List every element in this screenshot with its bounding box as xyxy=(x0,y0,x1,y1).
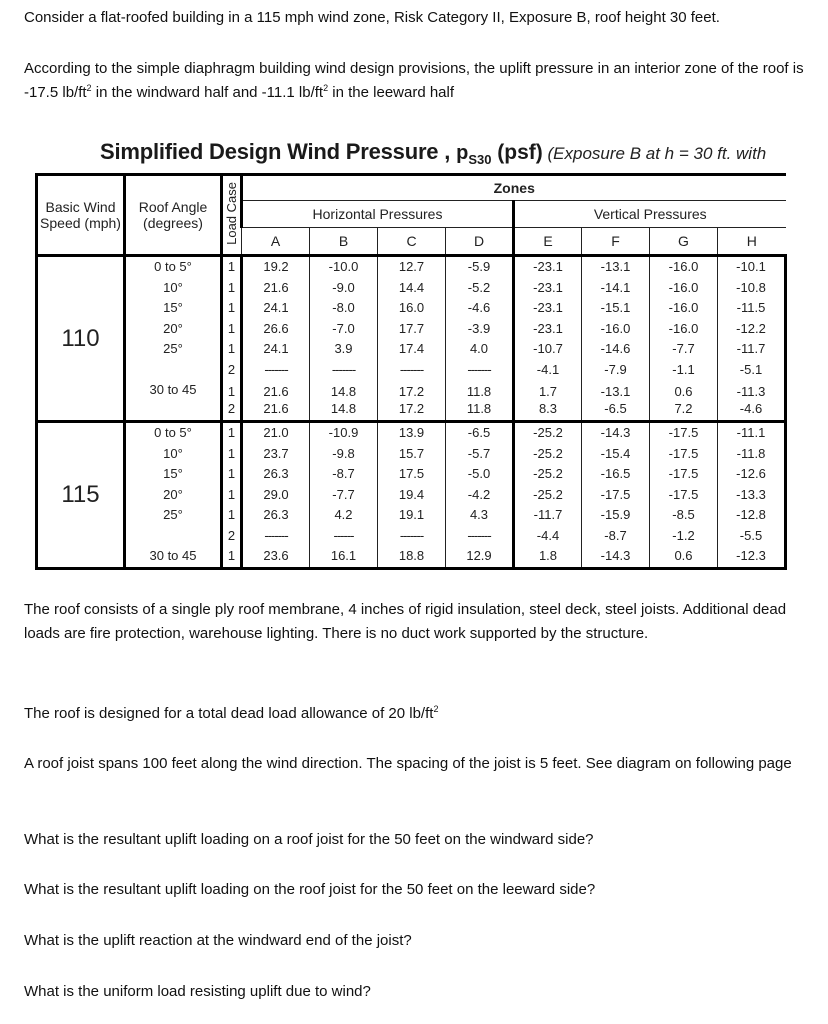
pressure-cell-b: ------ xyxy=(310,526,378,547)
angle-cell: 25° xyxy=(125,505,222,526)
pressure-cell-c: 17.7 xyxy=(378,319,446,340)
angle-cell: 15° xyxy=(125,298,222,319)
pressure-cell-a: 26.3 xyxy=(242,505,310,526)
pressure-value: -4.6 xyxy=(739,401,763,416)
pressure-cell-d: -4.6 xyxy=(446,298,514,319)
header-speed-label: Basic Wind Speed (mph) xyxy=(40,199,121,231)
pressure-cell-e: 1.8 xyxy=(514,546,582,568)
pressure-cell-d: ------- xyxy=(446,360,514,381)
pressure-cell-d: -5.2 xyxy=(446,278,514,299)
angle-cell: 20° xyxy=(125,485,222,506)
pressure-cell-f: -16.0 xyxy=(582,319,650,340)
pressure-cell-g: -17.5 xyxy=(650,444,718,465)
table-row xyxy=(37,422,786,444)
pressure-value: 17.2 xyxy=(398,384,425,399)
table-row xyxy=(37,444,786,465)
zone-header-e: E xyxy=(514,228,582,256)
zone-header-h: H xyxy=(718,228,786,256)
pressure-cell-h: -12.3 xyxy=(718,546,786,568)
pressure-cell-e: -11.7 xyxy=(514,505,582,526)
table-title-symbol xyxy=(456,142,492,167)
table-row xyxy=(37,546,786,568)
pressure-cell-b: ------- xyxy=(310,360,378,381)
pressure-value: 1.7 xyxy=(538,384,558,399)
pressure-cell-g: -16.0 xyxy=(650,298,718,319)
pressure-cell-c: 17.4 xyxy=(378,339,446,360)
header-load-case xyxy=(222,175,242,256)
header-speed xyxy=(37,175,125,256)
table-body xyxy=(37,175,786,569)
pressure-cell-c: 19.1 xyxy=(378,505,446,526)
pressure-cell-f: -14.6 xyxy=(582,339,650,360)
pressure-cell-c: 15.7 xyxy=(378,444,446,465)
pressure-cell-d xyxy=(446,380,514,422)
pressure-cell-a: 26.3 xyxy=(242,464,310,485)
uplift-text-c: in the leeward half xyxy=(328,84,455,101)
angle-cell xyxy=(125,526,222,547)
pressure-cell-b: -10.9 xyxy=(310,422,378,444)
pressure-cell-g: -16.0 xyxy=(650,278,718,299)
pressure-cell-a: 24.1 xyxy=(242,298,310,319)
load-case-cell: 1 xyxy=(222,546,242,568)
table-row xyxy=(37,278,786,299)
pressure-cell-g: -16.0 xyxy=(650,319,718,340)
pressure-cell-e: -23.1 xyxy=(514,278,582,299)
angle-cell: 20° xyxy=(125,319,222,340)
pressure-cell-g: -7.7 xyxy=(650,339,718,360)
pressure-cell-f: -14.3 xyxy=(582,422,650,444)
pressure-value: 21.6 xyxy=(263,384,289,399)
pressure-cell-d: -5.7 xyxy=(446,444,514,465)
pressure-value: 7.2 xyxy=(674,401,693,416)
pressure-value: -11.3 xyxy=(736,384,766,399)
pressure-cell-f: -13.1 xyxy=(582,256,650,278)
zone-header-g: G xyxy=(650,228,718,256)
header-angle xyxy=(125,175,222,256)
header-load-case-label: Load Case xyxy=(224,182,239,245)
load-case-value: 1 xyxy=(227,384,236,399)
pressure-cell-c: 18.8 xyxy=(378,546,446,568)
pressure-cell-b: -7.0 xyxy=(310,319,378,340)
header-angle-label: Roof Angle (degrees) xyxy=(138,199,208,231)
header-zones xyxy=(242,175,786,201)
table-row xyxy=(37,526,786,547)
angle-cell: 30 to 45 xyxy=(125,380,222,422)
table-row xyxy=(37,505,786,526)
table-title-main: Simplified Design Wind Pressure , xyxy=(100,139,457,164)
header-zones-label: Zones xyxy=(493,180,535,196)
pressure-value: 11.8 xyxy=(466,401,492,416)
pressure-cell-c: ------- xyxy=(378,360,446,381)
pressure-value: 21.6 xyxy=(263,401,289,416)
pressure-cell-g: -17.5 xyxy=(650,485,718,506)
pressure-cell-f: -15.4 xyxy=(582,444,650,465)
pressure-cell-e: -25.2 xyxy=(514,485,582,506)
table-row xyxy=(37,339,786,360)
pressure-cell-b: -8.7 xyxy=(310,464,378,485)
pressure-cell-c: 14.4 xyxy=(378,278,446,299)
header-vertical xyxy=(514,201,786,228)
header-horizontal-label: Horizontal Pressures xyxy=(312,206,443,222)
dead-load-text: The roof is designed for a total dead load allowance of 20 lb/ft xyxy=(24,705,434,722)
problem-intro: Consider a flat-roofed building in a 115 mph wind zone, Risk Category II, Exposure B, roof height 30 feet. xyxy=(24,9,720,26)
pressure-cell-a: 29.0 xyxy=(242,485,310,506)
pressure-value: -13.1 xyxy=(600,384,631,399)
zone-header-b: B xyxy=(310,228,378,256)
question-1: What is the resultant uplift loading on a roof joist for the 50 feet on the windward side? xyxy=(24,831,594,848)
pressure-cell-b: -9.0 xyxy=(310,278,378,299)
load-case-cell: 1 xyxy=(222,505,242,526)
angle-cell: 30 to 45 xyxy=(125,546,222,568)
pressure-cell-b: 4.2 xyxy=(310,505,378,526)
header-row-zones xyxy=(37,175,786,201)
pressure-cell-h: -11.1 xyxy=(718,422,786,444)
load-case-cell: 1 xyxy=(222,298,242,319)
pressure-value: -6.5 xyxy=(604,401,627,416)
uplift-text-b: in the windward half and -11.1 lb/ft xyxy=(91,84,324,101)
speed-cell-115: 115 xyxy=(37,422,125,569)
pressure-cell-h: -11.7 xyxy=(718,339,786,360)
pressure-cell-c: 16.0 xyxy=(378,298,446,319)
pressure-cell-b: -8.0 xyxy=(310,298,378,319)
angle-cell: 10° xyxy=(125,444,222,465)
pressure-cell-d: 4.0 xyxy=(446,339,514,360)
load-case-cell: 1 xyxy=(222,422,242,444)
pressure-cell-g: -8.5 xyxy=(650,505,718,526)
pressure-cell-c: ------- xyxy=(378,526,446,547)
pressure-cell-h: -12.8 xyxy=(718,505,786,526)
pressure-cell-h: -13.3 xyxy=(718,485,786,506)
table-row xyxy=(37,464,786,485)
pressure-cell-c: 12.7 xyxy=(378,256,446,278)
pressure-cell-b: 16.1 xyxy=(310,546,378,568)
question-4: What is the uniform load resisting uplift due to wind? xyxy=(24,983,371,1000)
title-p: p xyxy=(456,142,469,164)
zone-header-a: A xyxy=(242,228,310,256)
table-row xyxy=(37,360,786,381)
angle-cell: 0 to 5° xyxy=(125,422,222,444)
pressure-cell-a: 23.7 xyxy=(242,444,310,465)
pressure-cell-b: -7.7 xyxy=(310,485,378,506)
pressure-cell-e: -25.2 xyxy=(514,464,582,485)
pressure-cell-g: -16.0 xyxy=(650,256,718,278)
pressure-cell-c xyxy=(378,380,446,422)
pressure-cell-a xyxy=(242,380,310,422)
uplift-text-a: According to the simple diaphragm building wind design provisions, the uplift pressure in an interior zone of the roof is -17.5 lb/ft xyxy=(24,60,804,101)
pressure-cell-g: -1.2 xyxy=(650,526,718,547)
pressure-cell-g: -17.5 xyxy=(650,464,718,485)
roof-description: The roof consists of a single ply roof membrane, 4 inches of rigid insulation, steel deck, steel joists. Additional dead loads are fire protection, warehouse lighting. There is no duct work supported by the structure. xyxy=(24,601,787,642)
table-row xyxy=(37,380,786,422)
pressure-cell-g: -1.1 xyxy=(650,360,718,381)
pressure-cell-f: -15.1 xyxy=(582,298,650,319)
pressure-cell-a: ------- xyxy=(242,360,310,381)
pressure-cell-g xyxy=(650,380,718,422)
joist-description: A roof joist spans 100 feet along the wind direction. The spacing of the joist is 5 feet. See diagram on following page xyxy=(24,755,792,772)
pressure-value: 0.6 xyxy=(674,384,693,399)
pressure-cell-a: 26.6 xyxy=(242,319,310,340)
pressure-cell-c: 17.5 xyxy=(378,464,446,485)
load-case-cell xyxy=(222,380,242,422)
zone-header-f: F xyxy=(582,228,650,256)
pressure-cell-f: -14.3 xyxy=(582,546,650,568)
pressure-cell-d: -5.0 xyxy=(446,464,514,485)
pressure-cell-g: 0.6 xyxy=(650,546,718,568)
question-2: What is the resultant uplift loading on the roof joist for the 50 feet on the leeward side? xyxy=(24,881,596,898)
table-row xyxy=(37,256,786,278)
pressure-cell-h: -12.2 xyxy=(718,319,786,340)
pressure-cell-d: -3.9 xyxy=(446,319,514,340)
header-vertical-label: Vertical Pressures xyxy=(593,206,707,222)
pressure-cell-c: 19.4 xyxy=(378,485,446,506)
dead-load-superscript: 2 xyxy=(433,704,439,714)
uplift-superscript-1: 2 xyxy=(86,83,92,93)
load-case-cell: 1 xyxy=(222,464,242,485)
angle-cell: 10° xyxy=(125,278,222,299)
angle-cell: 0 to 5° xyxy=(125,256,222,278)
zone-header-c: C xyxy=(378,228,446,256)
pressure-cell-e: -23.1 xyxy=(514,319,582,340)
pressure-cell-b: -10.0 xyxy=(310,256,378,278)
speed-cell-110: 110 xyxy=(37,256,125,422)
load-case-cell: 1 xyxy=(222,319,242,340)
pressure-cell-d: -5.9 xyxy=(446,256,514,278)
load-case-cell: 2 xyxy=(222,526,242,547)
pressure-cell-a: ------- xyxy=(242,526,310,547)
pressure-cell-a: 21.0 xyxy=(242,422,310,444)
pressure-cell-a: 21.6 xyxy=(242,278,310,299)
pressure-cell-e: -25.2 xyxy=(514,444,582,465)
table-row xyxy=(37,319,786,340)
pressure-cell-d: ------- xyxy=(446,526,514,547)
load-case-cell: 1 xyxy=(222,339,242,360)
pressure-cell-e: -23.1 xyxy=(514,256,582,278)
pressure-cell-h: -5.1 xyxy=(718,360,786,381)
pressure-cell-f: -14.1 xyxy=(582,278,650,299)
pressure-cell-e: -23.1 xyxy=(514,298,582,319)
pressure-cell-h xyxy=(718,380,786,422)
pressure-cell-h: -10.8 xyxy=(718,278,786,299)
pressure-cell-d: -6.5 xyxy=(446,422,514,444)
pressure-cell-e: -4.4 xyxy=(514,526,582,547)
table-row xyxy=(37,298,786,319)
angle-cell: 25° xyxy=(125,339,222,360)
load-case-cell: 2 xyxy=(222,360,242,381)
pressure-cell-d: 4.3 xyxy=(446,505,514,526)
uplift-superscript-2: 2 xyxy=(323,83,329,93)
pressure-value: 17.2 xyxy=(398,401,425,416)
header-horizontal xyxy=(242,201,514,228)
pressure-cell-g: -17.5 xyxy=(650,422,718,444)
wind-pressure-table xyxy=(35,173,787,570)
angle-cell: 15° xyxy=(125,464,222,485)
pressure-cell-e: -10.7 xyxy=(514,339,582,360)
load-case-cell: 1 xyxy=(222,485,242,506)
pressure-cell-h: -12.6 xyxy=(718,464,786,485)
pressure-cell-h: -11.8 xyxy=(718,444,786,465)
pressure-cell-e xyxy=(514,380,582,422)
load-case-value: 2 xyxy=(227,401,236,416)
pressure-cell-f: -7.9 xyxy=(582,360,650,381)
angle-cell xyxy=(125,360,222,381)
pressure-cell-f: -8.7 xyxy=(582,526,650,547)
pressure-cell-d: 12.9 xyxy=(446,546,514,568)
pressure-cell-h: -10.1 xyxy=(718,256,786,278)
pressure-cell-h: -5.5 xyxy=(718,526,786,547)
pressure-cell-h: -11.5 xyxy=(718,298,786,319)
zone-header-d: D xyxy=(446,228,514,256)
uplift-pressure-statement xyxy=(24,57,814,105)
table-title-condition: (Exposure B at h = 30 ft. with xyxy=(542,144,767,163)
pressure-cell-e: -4.1 xyxy=(514,360,582,381)
pressure-cell-c: 13.9 xyxy=(378,422,446,444)
pressure-value: 14.8 xyxy=(330,384,357,399)
load-case-cell: 1 xyxy=(222,256,242,278)
pressure-cell-a: 19.2 xyxy=(242,256,310,278)
title-subscript: S30 xyxy=(468,152,492,167)
pressure-cell-b xyxy=(310,380,378,422)
pressure-cell-f: -16.5 xyxy=(582,464,650,485)
pressure-cell-f: -15.9 xyxy=(582,505,650,526)
pressure-cell-d: -4.2 xyxy=(446,485,514,506)
question-3: What is the uplift reaction at the windward end of the joist? xyxy=(24,932,412,949)
table-row xyxy=(37,485,786,506)
pressure-cell-a: 24.1 xyxy=(242,339,310,360)
table-title xyxy=(100,139,766,167)
dead-load-statement xyxy=(24,702,814,726)
pressure-cell-b: 3.9 xyxy=(310,339,378,360)
pressure-value: 8.3 xyxy=(538,401,558,416)
pressure-cell-a: 23.6 xyxy=(242,546,310,568)
pressure-cell-e: -25.2 xyxy=(514,422,582,444)
pressure-cell-f xyxy=(582,380,650,422)
pressure-cell-b: -9.8 xyxy=(310,444,378,465)
load-case-cell: 1 xyxy=(222,444,242,465)
pressure-cell-f: -17.5 xyxy=(582,485,650,506)
pressure-value: 11.8 xyxy=(466,384,492,399)
table-title-unit: (psf) xyxy=(491,141,543,164)
pressure-value: 14.8 xyxy=(330,401,357,416)
load-case-cell: 1 xyxy=(222,278,242,299)
